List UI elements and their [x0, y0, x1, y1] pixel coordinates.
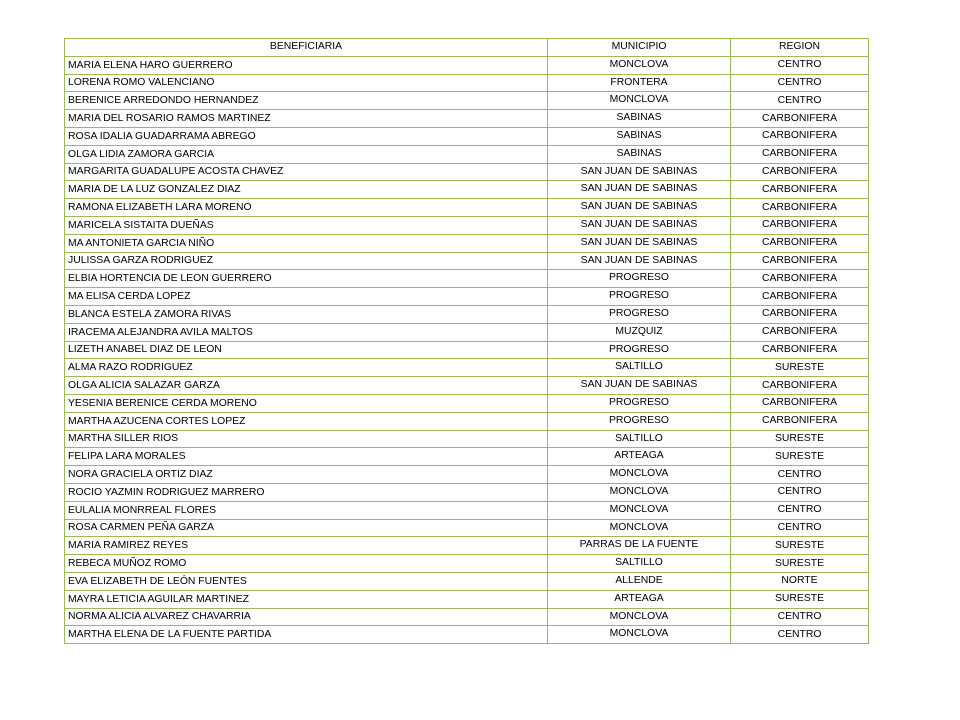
- header-municipio: MUNICIPIO: [548, 39, 731, 57]
- table-row: [65, 626, 869, 644]
- cell-municipio: MONCLOVA: [548, 519, 731, 537]
- cell-beneficiaria: MA ELISA CERDA LOPEZ: [65, 288, 548, 306]
- cell-municipio: SALTILLO: [548, 359, 731, 377]
- cell-municipio: SAN JUAN DE SABINAS: [548, 377, 731, 395]
- cell-municipio: SAN JUAN DE SABINAS: [548, 234, 731, 252]
- table-row: [65, 252, 869, 270]
- table-row: [65, 305, 869, 323]
- cell-beneficiaria: IRACEMA ALEJANDRA AVILA MALTOS: [65, 323, 548, 341]
- cell-beneficiaria: LORENA ROMO VALENCIANO: [65, 74, 548, 92]
- cell-region: CARBONIFERA: [731, 234, 869, 252]
- cell-beneficiaria: EVA ELIZABETH DE LEÓN FUENTES: [65, 572, 548, 590]
- cell-region: CENTRO: [731, 608, 869, 626]
- cell-municipio: MONCLOVA: [548, 626, 731, 644]
- cell-municipio: MONCLOVA: [548, 466, 731, 484]
- table-row: [65, 359, 869, 377]
- cell-municipio: PROGRESO: [548, 288, 731, 306]
- cell-beneficiaria: ROSA CARMEN PEÑA GARZA: [65, 519, 548, 537]
- cell-municipio: ALLENDE: [548, 572, 731, 590]
- table-row: [65, 572, 869, 590]
- table-row: [65, 341, 869, 359]
- cell-beneficiaria: OLGA LIDIA ZAMORA GARCIA: [65, 145, 548, 163]
- cell-beneficiaria: YESENIA BERENICE CERDA MORENO: [65, 394, 548, 412]
- cell-beneficiaria: MARICELA SISTAITA DUEÑAS: [65, 216, 548, 234]
- table-row: [65, 145, 869, 163]
- cell-region: CARBONIFERA: [731, 163, 869, 181]
- cell-region: CARBONIFERA: [731, 288, 869, 306]
- cell-municipio: PROGRESO: [548, 412, 731, 430]
- cell-region: CARBONIFERA: [731, 341, 869, 359]
- cell-region: SURESTE: [731, 590, 869, 608]
- cell-region: CENTRO: [731, 626, 869, 644]
- cell-municipio: SALTILLO: [548, 555, 731, 573]
- header-region: REGION: [731, 39, 869, 57]
- cell-region: CENTRO: [731, 466, 869, 484]
- cell-region: CENTRO: [731, 74, 869, 92]
- cell-region: CENTRO: [731, 483, 869, 501]
- table-row: [65, 519, 869, 537]
- beneficiaries-table: [64, 38, 869, 644]
- beneficiaries-sheet: [64, 38, 868, 644]
- cell-region: CARBONIFERA: [731, 181, 869, 199]
- cell-municipio: SAN JUAN DE SABINAS: [548, 199, 731, 217]
- cell-region: CARBONIFERA: [731, 145, 869, 163]
- cell-beneficiaria: MARIA RAMIREZ REYES: [65, 537, 548, 555]
- cell-region: CARBONIFERA: [731, 305, 869, 323]
- cell-beneficiaria: EULALIA MONRREAL FLORES: [65, 501, 548, 519]
- cell-beneficiaria: ROSA IDALIA GUADARRAMA ABREGO: [65, 127, 548, 145]
- table-row: [65, 127, 869, 145]
- cell-beneficiaria: ELBIA HORTENCIA DE LEON GUERRERO: [65, 270, 548, 288]
- cell-beneficiaria: FELIPA LARA MORALES: [65, 448, 548, 466]
- table-row: [65, 92, 869, 110]
- table-row: [65, 430, 869, 448]
- cell-municipio: PROGRESO: [548, 394, 731, 412]
- cell-beneficiaria: NORA GRACIELA ORTIZ DIAZ: [65, 466, 548, 484]
- cell-region: SURESTE: [731, 359, 869, 377]
- table-row: [65, 483, 869, 501]
- table-row: [65, 377, 869, 395]
- cell-beneficiaria: RAMONA ELIZABETH LARA MORENO: [65, 199, 548, 217]
- cell-municipio: PROGRESO: [548, 270, 731, 288]
- cell-region: CARBONIFERA: [731, 377, 869, 395]
- table-row: [65, 56, 869, 74]
- cell-beneficiaria: MARTHA ELENA DE LA FUENTE PARTIDA: [65, 626, 548, 644]
- cell-region: CARBONIFERA: [731, 394, 869, 412]
- cell-municipio: MONCLOVA: [548, 608, 731, 626]
- cell-municipio: PROGRESO: [548, 305, 731, 323]
- cell-municipio: SABINAS: [548, 145, 731, 163]
- cell-municipio: SAN JUAN DE SABINAS: [548, 181, 731, 199]
- cell-municipio: PARRAS DE LA FUENTE: [548, 537, 731, 555]
- cell-beneficiaria: MARIA DE LA LUZ GONZALEZ DIAZ: [65, 181, 548, 199]
- cell-municipio: SAN JUAN DE SABINAS: [548, 252, 731, 270]
- table-row: [65, 394, 869, 412]
- cell-beneficiaria: MARGARITA GUADALUPE ACOSTA CHAVEZ: [65, 163, 548, 181]
- table-row: [65, 288, 869, 306]
- table-row: [65, 181, 869, 199]
- cell-beneficiaria: MARIA ELENA HARO GUERRERO: [65, 56, 548, 74]
- cell-region: SURESTE: [731, 555, 869, 573]
- cell-region: CARBONIFERA: [731, 323, 869, 341]
- table-row: [65, 323, 869, 341]
- cell-municipio: FRONTERA: [548, 74, 731, 92]
- table-row: [65, 216, 869, 234]
- cell-region: SURESTE: [731, 537, 869, 555]
- cell-beneficiaria: BERENICE ARREDONDO HERNANDEZ: [65, 92, 548, 110]
- table-row: [65, 234, 869, 252]
- table-row: [65, 163, 869, 181]
- cell-municipio: MONCLOVA: [548, 92, 731, 110]
- cell-region: CENTRO: [731, 501, 869, 519]
- cell-region: CENTRO: [731, 56, 869, 74]
- cell-beneficiaria: MAYRA LETICIA AGUILAR MARTINEZ: [65, 590, 548, 608]
- table-row: [65, 590, 869, 608]
- cell-region: SURESTE: [731, 430, 869, 448]
- cell-municipio: SABINAS: [548, 127, 731, 145]
- table-row: [65, 608, 869, 626]
- cell-beneficiaria: MA ANTONIETA GARCIA NIÑO: [65, 234, 548, 252]
- cell-beneficiaria: LIZETH ANABEL DIAZ DE LEON: [65, 341, 548, 359]
- cell-region: CARBONIFERA: [731, 412, 869, 430]
- cell-municipio: MONCLOVA: [548, 56, 731, 74]
- table-body: [65, 56, 869, 643]
- header-beneficiaria: BENEFICIARIA: [65, 39, 548, 57]
- cell-region: CARBONIFERA: [731, 216, 869, 234]
- cell-municipio: SAN JUAN DE SABINAS: [548, 163, 731, 181]
- table-row: [65, 199, 869, 217]
- cell-beneficiaria: BLANCA ESTELA ZAMORA RIVAS: [65, 305, 548, 323]
- cell-beneficiaria: REBECA MUÑOZ ROMO: [65, 555, 548, 573]
- cell-region: NORTE: [731, 572, 869, 590]
- cell-municipio: SALTILLO: [548, 430, 731, 448]
- table-row: [65, 412, 869, 430]
- cell-beneficiaria: OLGA ALICIA SALAZAR GARZA: [65, 377, 548, 395]
- cell-region: CENTRO: [731, 519, 869, 537]
- cell-beneficiaria: ROCIO YAZMIN RODRIGUEZ MARRERO: [65, 483, 548, 501]
- table-row: [65, 537, 869, 555]
- header-row: [65, 39, 869, 57]
- cell-region: CENTRO: [731, 92, 869, 110]
- cell-municipio: ARTEAGA: [548, 448, 731, 466]
- cell-beneficiaria: ALMA RAZO RODRIGUEZ: [65, 359, 548, 377]
- cell-municipio: MONCLOVA: [548, 483, 731, 501]
- cell-region: CARBONIFERA: [731, 110, 869, 128]
- cell-municipio: ARTEAGA: [548, 590, 731, 608]
- table-row: [65, 270, 869, 288]
- cell-beneficiaria: JULISSA GARZA RODRIGUEZ: [65, 252, 548, 270]
- table-row: [65, 448, 869, 466]
- cell-municipio: SABINAS: [548, 110, 731, 128]
- cell-municipio: MUZQUIZ: [548, 323, 731, 341]
- table-row: [65, 74, 869, 92]
- cell-municipio: SAN JUAN DE SABINAS: [548, 216, 731, 234]
- cell-beneficiaria: MARIA DEL ROSARIO RAMOS MARTINEZ: [65, 110, 548, 128]
- cell-region: CARBONIFERA: [731, 127, 869, 145]
- table-row: [65, 466, 869, 484]
- table-row: [65, 501, 869, 519]
- cell-region: CARBONIFERA: [731, 270, 869, 288]
- cell-region: CARBONIFERA: [731, 199, 869, 217]
- table-row: [65, 555, 869, 573]
- cell-municipio: PROGRESO: [548, 341, 731, 359]
- cell-region: SURESTE: [731, 448, 869, 466]
- cell-region: CARBONIFERA: [731, 252, 869, 270]
- cell-beneficiaria: MARTHA AZUCENA CORTES LOPEZ: [65, 412, 548, 430]
- cell-municipio: MONCLOVA: [548, 501, 731, 519]
- cell-beneficiaria: MARTHA SILLER RIOS: [65, 430, 548, 448]
- cell-beneficiaria: NORMA ALICIA ALVAREZ CHAVARRIA: [65, 608, 548, 626]
- table-row: [65, 110, 869, 128]
